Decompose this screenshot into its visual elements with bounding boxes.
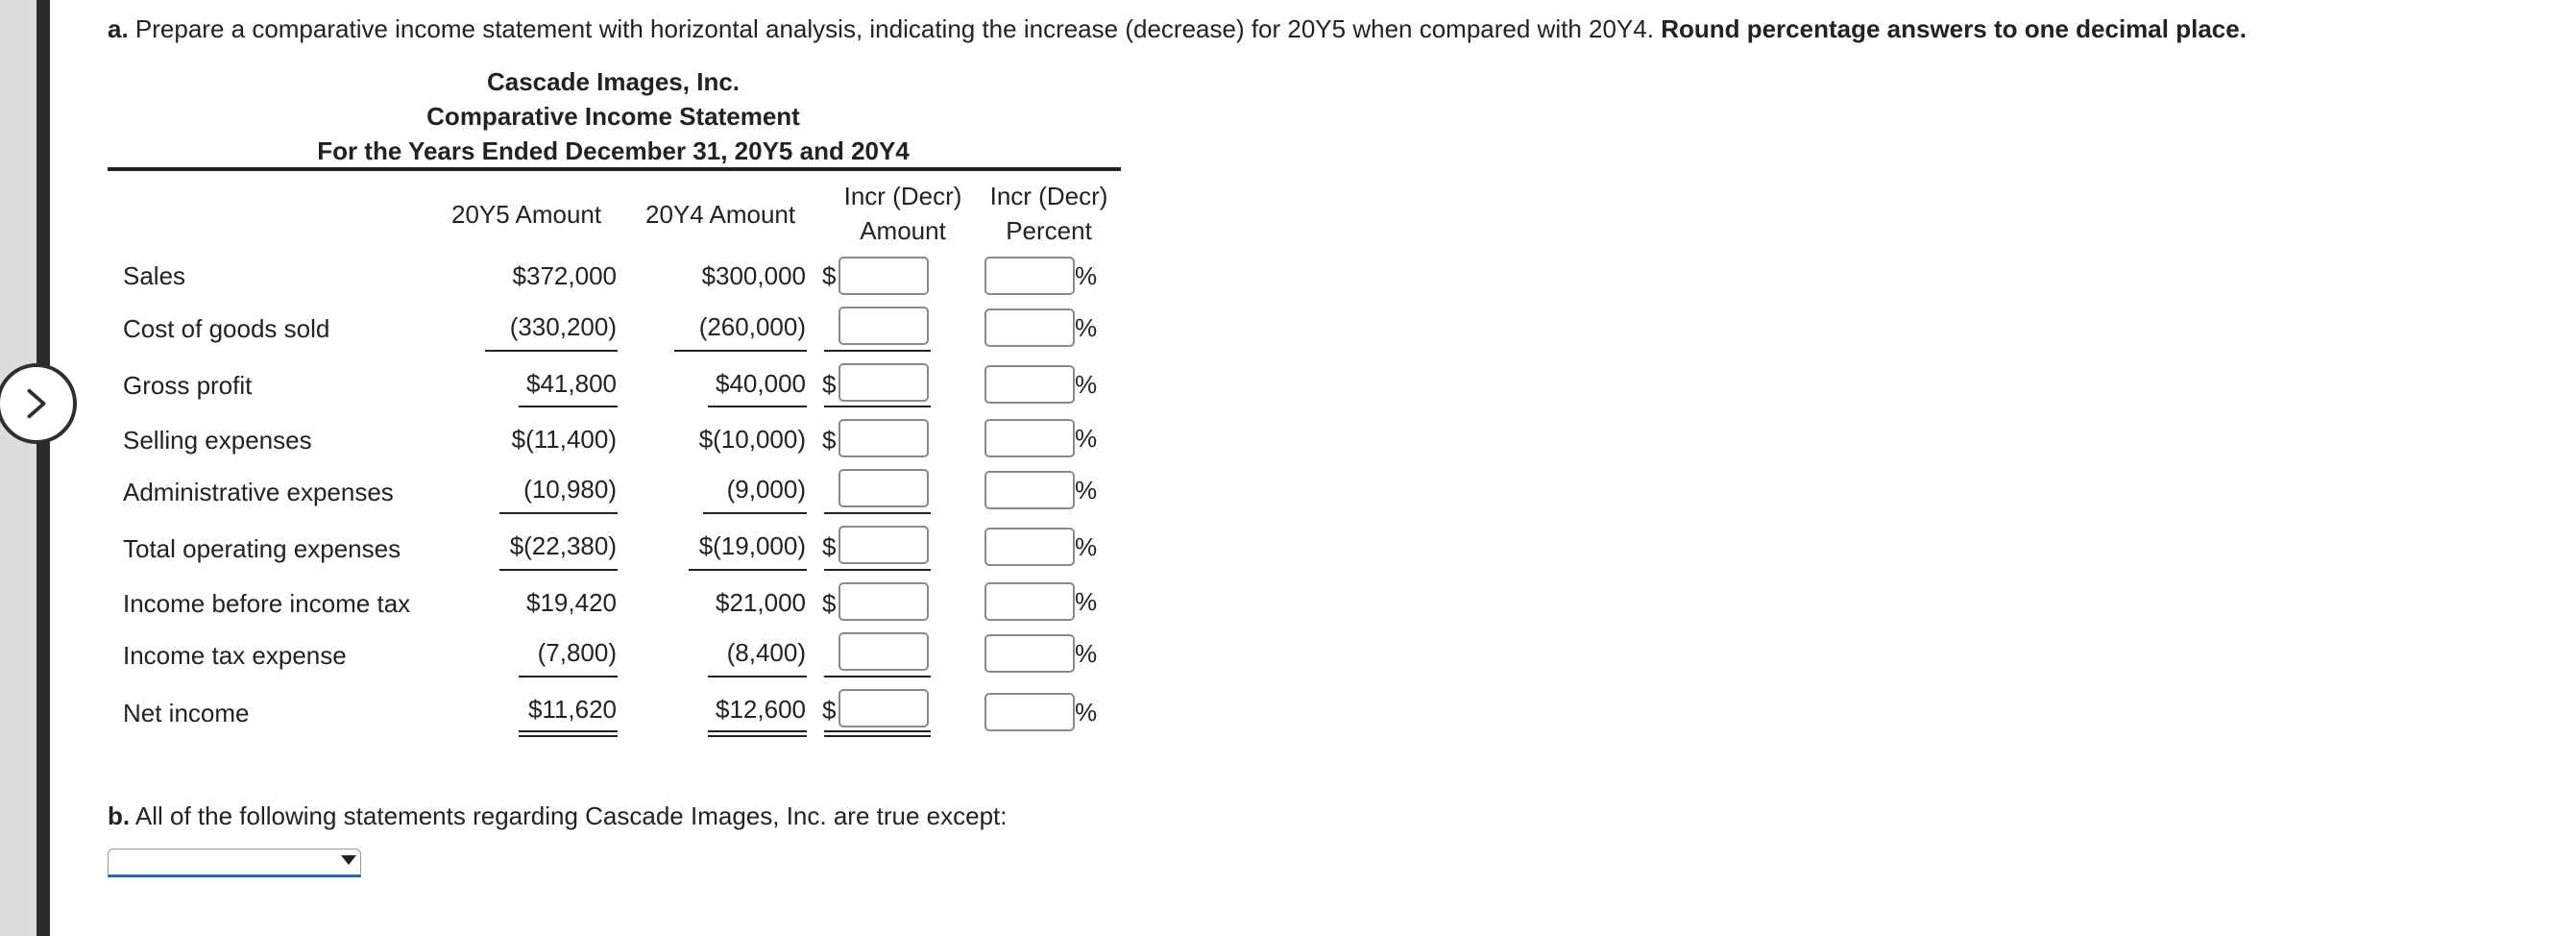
admin-amount-underline (824, 512, 931, 514)
net-income-percent-sign: % (1075, 698, 1098, 727)
question-b-dropdown[interactable] (108, 849, 361, 877)
income-before-tax-incr-percent-input[interactable] (984, 582, 1075, 621)
income-tax-incr-percent-input[interactable] (984, 634, 1075, 673)
sales-percent-sign: % (1075, 261, 1098, 290)
net-income-20y4-double-underline (708, 730, 807, 737)
selling-incr-percent-input[interactable] (984, 419, 1075, 457)
next-question-button[interactable] (0, 363, 77, 444)
left-sidebar (0, 0, 50, 936)
net-income-incr-percent-input[interactable] (984, 693, 1075, 731)
total-opex-20y5: $(22,380) (509, 531, 617, 560)
sales-dollar-sign: $ (822, 261, 837, 290)
row-label-gross-profit: Gross profit (123, 371, 253, 400)
total-opex-incr-amount-input[interactable] (838, 526, 929, 564)
total-opex-20y4: $(19,000) (698, 531, 806, 560)
cogs-amount-underline (824, 350, 931, 352)
col-header-incr-amount (836, 179, 970, 248)
question-b-text: All of the following statements regarding Cascade Images, Inc. are true except: (130, 801, 1008, 830)
income-before-tax-20y4: $21,000 (716, 588, 806, 617)
income-before-tax-dollar-sign: $ (822, 589, 837, 618)
gross-profit-20y5: $41,800 (526, 369, 617, 398)
gross-profit-20y4-underline (708, 406, 807, 407)
gross-profit-percent-sign: % (1075, 370, 1098, 399)
admin-20y5: (10,980) (523, 475, 617, 504)
cogs-incr-percent-input[interactable] (984, 308, 1075, 347)
total-opex-amount-underline (824, 569, 931, 571)
sales-incr-amount-input[interactable] (838, 257, 929, 295)
selling-dollar-sign: $ (822, 426, 837, 455)
admin-incr-percent-input[interactable] (984, 471, 1075, 509)
col-header-incr-amount-line1: Incr (Decr) (843, 182, 962, 210)
income-before-tax-20y5: $19,420 (526, 588, 617, 617)
gross-profit-20y5-underline (519, 406, 618, 407)
question-a-text: Prepare a comparative income statement with horizontal analysis, indicating the increase (decrease) for 20Y5 when compared with 20Y4. (128, 14, 1662, 43)
col-header-incr-percent-line2: Percent (1006, 216, 1092, 245)
question-a-rounding-note: Round percentage answers to one decimal place. (1661, 14, 2247, 43)
gross-profit-incr-amount-input[interactable] (838, 363, 929, 402)
total-opex-20y4-underline (689, 569, 807, 571)
net-income-amount-double-underline (824, 730, 931, 737)
row-label-cost-of-goods-sold: Cost of goods sold (123, 314, 330, 343)
header-rule (108, 167, 1121, 171)
net-income-dollar-sign: $ (822, 696, 837, 725)
gross-profit-incr-percent-input[interactable] (984, 365, 1075, 404)
net-income-20y4: $12,600 (716, 695, 806, 724)
income-tax-20y4-underline (708, 676, 807, 677)
row-label-income-tax-expense: Income tax expense (123, 641, 347, 670)
company-name: Cascade Images, Inc. (486, 67, 741, 96)
total-opex-20y5-underline (499, 569, 618, 571)
statement-title: Comparative Income Statement (426, 102, 800, 131)
gross-profit-dollar-sign: $ (822, 370, 837, 399)
cogs-incr-amount-input[interactable] (838, 307, 929, 345)
income-tax-percent-sign: % (1075, 639, 1098, 668)
selling-percent-sign: % (1075, 424, 1098, 453)
net-income-incr-amount-input[interactable] (838, 689, 929, 727)
cogs-20y5: (330,200) (509, 312, 617, 341)
income-before-tax-incr-amount-input[interactable] (838, 582, 929, 621)
selling-incr-amount-input[interactable] (838, 419, 929, 457)
question-b-prefix: b. (108, 801, 131, 830)
net-income-20y5-double-underline (519, 730, 618, 737)
col-header-20y4: 20Y4 Amount (645, 200, 796, 229)
admin-20y4-underline (703, 512, 807, 514)
cogs-percent-sign: % (1075, 313, 1098, 342)
income-tax-20y5-underline (519, 676, 618, 677)
cogs-20y5-underline (485, 350, 618, 352)
admin-percent-sign: % (1075, 476, 1098, 505)
question-b (108, 801, 1008, 831)
row-label-sales: Sales (123, 261, 186, 290)
question-a (108, 14, 2247, 44)
caret-down-icon (341, 855, 356, 865)
income-tax-20y4: (8,400) (726, 638, 806, 667)
col-header-incr-amount-line2: Amount (860, 216, 946, 245)
chevron-right-icon (18, 385, 55, 422)
cogs-20y4: (260,000) (698, 312, 806, 341)
total-opex-incr-percent-input[interactable] (984, 528, 1075, 566)
sidebar-strip (36, 0, 50, 936)
income-tax-amount-underline (824, 676, 931, 677)
net-income-20y5: $11,620 (527, 695, 617, 724)
admin-20y5-underline (499, 512, 618, 514)
selling-20y5: $(11,400) (511, 425, 617, 454)
admin-incr-amount-input[interactable] (838, 469, 929, 507)
total-opex-percent-sign: % (1075, 532, 1098, 561)
income-before-tax-percent-sign: % (1075, 587, 1098, 616)
cogs-20y4-underline (674, 350, 807, 352)
selling-20y4: $(10,000) (698, 425, 806, 454)
row-label-income-before-tax: Income before income tax (123, 589, 411, 618)
sales-20y5: $372,000 (512, 261, 617, 290)
total-opex-dollar-sign: $ (822, 532, 837, 561)
row-label-total-operating-expenses: Total operating expenses (123, 534, 401, 563)
col-header-incr-percent-line1: Incr (Decr) (989, 182, 1108, 210)
gross-profit-amount-underline (824, 406, 931, 407)
row-label-administrative-expenses: Administrative expenses (123, 478, 394, 506)
income-tax-incr-amount-input[interactable] (838, 632, 929, 671)
statement-period: For the Years Ended December 31, 20Y5 and 20Y4 (317, 136, 910, 165)
sales-incr-percent-input[interactable] (984, 257, 1075, 295)
col-header-20y5: 20Y5 Amount (451, 200, 602, 229)
income-tax-20y5: (7,800) (537, 638, 617, 667)
sales-20y4: $300,000 (701, 261, 806, 290)
admin-20y4: (9,000) (726, 475, 806, 504)
col-header-incr-percent (982, 179, 1116, 248)
question-a-prefix: a. (108, 14, 129, 43)
row-label-selling-expenses: Selling expenses (123, 426, 312, 455)
row-label-net-income: Net income (123, 699, 250, 727)
gross-profit-20y4: $40,000 (716, 369, 806, 398)
